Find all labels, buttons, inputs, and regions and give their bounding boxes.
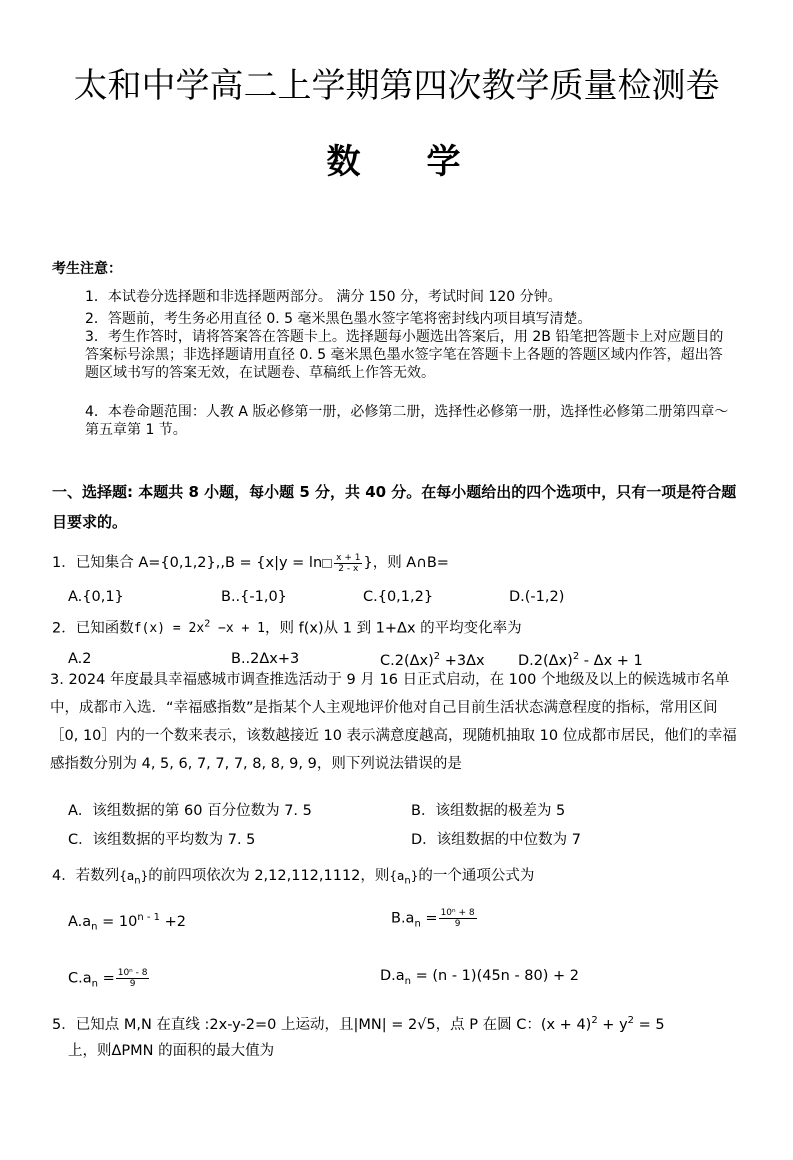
q4-b-den: 9: [454, 919, 461, 929]
q1-text-post: }，则 A∩B=: [363, 555, 449, 571]
q4-a-post: +2: [160, 913, 186, 930]
q4-text-pre: 4．若数列: [52, 868, 120, 884]
q1-frac-num: x + 1: [336, 552, 361, 563]
q4-seq-2: [389, 869, 419, 887]
q1-fraction: [334, 553, 362, 574]
q4-seq2-open: {a: [389, 869, 405, 883]
q4-c-sub: n: [91, 978, 98, 990]
q4-b-eq: =: [420, 910, 438, 927]
subject-title: [0, 134, 793, 183]
q2-function: [134, 621, 265, 636]
q3-option-a: A．该组数据的第 60 百分位数为 7. 5: [68, 803, 312, 819]
q5-sup-2: 2: [627, 1015, 635, 1026]
q1-option-a: A.{0,1}: [68, 589, 124, 605]
q1-text-pre: 1．已知集合 A={0,1,2},,B = {x|y = ln: [52, 555, 323, 571]
q3-option-c: C．该组数据的平均数为 7. 5: [68, 832, 256, 848]
q5-line1-post: = 5: [634, 1016, 665, 1033]
q4-text-post: 的一个通项公式为: [418, 868, 535, 884]
question-5-line-1: [52, 1007, 665, 1039]
q4-seq-open: {a: [119, 869, 135, 883]
subject-char-1: 数: [326, 142, 367, 182]
q4-seq2-close: }: [410, 869, 419, 883]
q4-seq2-sub: n: [404, 875, 411, 887]
q2-text-post: ，则 f(x)从 1 到 1+Δx 的平均变化率为: [265, 620, 522, 637]
q4-a-eq: = 10: [97, 913, 138, 930]
q2-option-d-pre: D.2(Δx): [518, 652, 573, 669]
q4-option-c: [68, 968, 150, 989]
q4-b-num: 10ⁿ + 8: [440, 908, 475, 918]
question-5-line-2: 上，则ΔPMN 的面积的最大值为: [68, 1043, 275, 1059]
q4-d-pre: D.a: [380, 968, 405, 984]
q4-c-fraction: [116, 968, 150, 989]
notice-item-1: 1．本试卷分选择题和非选择题两部分。 满分 150 分，考试时间 120 分钟。: [85, 289, 562, 305]
q4-c-num: 10ⁿ - 8: [117, 968, 148, 978]
q4-seq-close: }: [140, 869, 149, 883]
q4-b-pre: B.a: [391, 910, 415, 927]
q1-option-d: D.(-1,2): [509, 589, 565, 605]
q4-seq-1: [119, 869, 149, 887]
q4-c-pre: C.a: [68, 970, 92, 987]
q5-mid: + y: [597, 1016, 628, 1033]
q1-option-c: C.{0,1,2}: [363, 589, 434, 605]
notice-item-4: 4．本卷命题范围：人教 A 版必修第一册，必修第二册，选择性必修第一册，选择性必修第二册第四章～第五章第 1 节。: [85, 404, 729, 438]
question-3: 3. 2024 年度最具幸福感城市调查推选活动于 9 月 16 日正式启动，在 100 个地级及以上的候选城市名单中，成都市入选．“幸福感指数”是指某个人主观地评价他对自己目前生活状态满意程度的指标，常用区间［0, 10］内的一个数来表示，该数越接近 10 表示满意度越高，现随机抽取 10 位成都市居民，他们的幸福感指数分别为 4, 5, 6, 7, 7, 7, 8, 8, 9, 9，则下列说法错误的是: [50, 672, 737, 772]
q4-c-den: 9: [129, 979, 136, 989]
q2-func-sup: 2: [204, 619, 211, 630]
q4-a-sub: n: [91, 921, 98, 933]
q4-option-b: [391, 908, 478, 929]
q4-d-sub: n: [404, 975, 412, 987]
q2-option-a: A.2: [68, 651, 92, 667]
q4-a-sup: n - 1: [137, 912, 161, 923]
formula-placeholder-icon: [322, 559, 332, 568]
q1-option-b: B..{-1,0}: [221, 589, 287, 605]
q2-func-main: f(x) = 2x: [133, 621, 205, 637]
q4-d-post: = (n - 1)(45n - 80) + 2: [411, 968, 580, 984]
q3-option-d: D．该组数据的中位数为 7: [411, 832, 581, 848]
q5-sup-1: 2: [591, 1015, 598, 1026]
section-one-heading: 一、选择题: 本题共 8 小题，每小题 5 分，共 40 分。在每小题给出的四个选项中，只有一项是符合题目要求的。: [52, 483, 737, 531]
q4-text-mid: 的前四项依次为 2,12,112,1112，则: [148, 868, 390, 884]
q2-text-pre: 2．已知函数: [52, 620, 134, 637]
q4-b-fraction: [439, 908, 477, 929]
q4-a-pre: A.a: [68, 913, 92, 930]
q2-option-b: B..2Δx+3: [231, 651, 300, 667]
q1-frac-den: 2 - x: [338, 563, 359, 574]
q2-func-rest: −x + 1: [210, 621, 266, 637]
q4-option-d: [380, 968, 579, 987]
question-1: [52, 549, 449, 577]
question-2: [52, 611, 522, 643]
q4-c-eq: =: [97, 970, 115, 987]
notice-item-2: 2．答题前，考生务必用直径 0. 5 毫米黑色墨水签字笔将密封线内项目填写清楚。: [85, 311, 592, 327]
q3-option-b: B．该组数据的极差为 5: [411, 803, 566, 819]
q5-line1-pre: 5．已知点 M,N 在直线 :2x-y-2=0 上运动，且|MN| = 2√5，点 P 在圆 C：(x + 4): [52, 1016, 592, 1033]
exam-title: 太和中学高二上学期第四次教学质量检测卷: [73, 66, 720, 106]
q2-option-c-sup: 2: [433, 651, 441, 662]
q4-option-a: [68, 912, 186, 933]
q4-seq-sub: n: [134, 875, 141, 887]
q4-b-sub: n: [414, 918, 421, 930]
subject-char-2: 学: [426, 142, 467, 182]
notice-item-3: 3．考生作答时，请将答案答在答题卡上。选择题每小题选出答案后，用 2B 铅笔把答题卡上对应题目的答案标号涂黑；非选择题请用直径 0. 5 毫米黑色墨水签字笔在答题卡上各题的答题区域内作答，超出答题区域书写的答案无效，在试题卷、草稿纸上作答无效。: [85, 329, 724, 381]
q2-option-d-sup: 2: [572, 651, 580, 662]
q2-option-c-pre: C.2(Δx): [380, 652, 434, 669]
q2-option-c-post: +3Δx: [440, 652, 485, 669]
notice-heading: 考生注意：: [52, 261, 122, 277]
question-4: [52, 862, 534, 895]
q2-option-d-post: - Δx + 1: [579, 652, 643, 669]
